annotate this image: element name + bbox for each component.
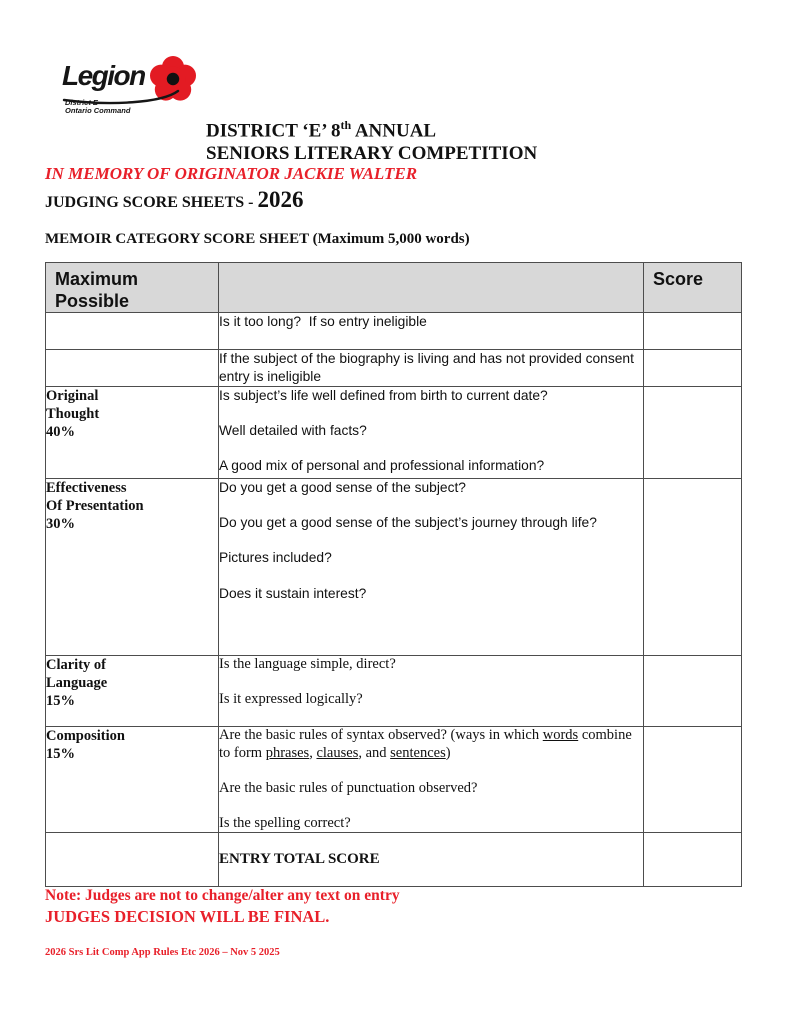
empty-header bbox=[219, 263, 644, 313]
logo-command-text: Ontario Command bbox=[65, 106, 131, 115]
ordinal-superscript: th bbox=[340, 118, 352, 132]
notes-block bbox=[45, 886, 400, 927]
judges-note: Note: Judges are not to change/alter any text on entry bbox=[45, 887, 400, 904]
title-line-2: SENIORS LITERARY COMPETITION bbox=[206, 143, 538, 165]
competition-title bbox=[206, 114, 537, 165]
criterion-label bbox=[46, 833, 219, 887]
table-row bbox=[46, 727, 742, 833]
questions-cell: Is it too long? If so entry ineligible bbox=[219, 313, 644, 350]
table-row bbox=[46, 479, 742, 656]
criterion-label: Clarity of Language 15% bbox=[46, 656, 219, 727]
score-cell bbox=[644, 387, 742, 479]
memorial-line: IN MEMORY OF ORIGINATOR JACKIE WALTER bbox=[45, 164, 418, 183]
table-row bbox=[46, 313, 742, 350]
table-header-row bbox=[46, 263, 742, 313]
questions-cell: Are the basic rules of syntax observed? (ways in which words combine to form phrases, clauses, and sentences) Are the basic rules of punctuation observed? Is the spelling correct? bbox=[219, 727, 644, 833]
questions-cell: If the subject of the biography is living and has not provided consent entry is ineligible bbox=[219, 350, 644, 387]
criterion-label: Composition 15% bbox=[46, 727, 219, 833]
final-decision-note: JUDGES DECISION WILL BE FINAL. bbox=[45, 907, 330, 926]
questions-cell: Is subject’s life well defined from birth to current date? Well detailed with facts? A good mix of personal and professional information? bbox=[219, 387, 644, 479]
score-cell bbox=[644, 833, 742, 887]
legion-logo bbox=[58, 56, 208, 122]
logo-district-text: District E bbox=[65, 98, 98, 107]
judging-year: 2026 bbox=[257, 187, 304, 212]
questions-cell: Do you get a good sense of the subject? Do you get a good sense of the subject’s journey through life? Pictures included? Does it sustain interest? bbox=[219, 479, 644, 656]
legion-logo-text: Legion bbox=[62, 60, 145, 91]
score-cell bbox=[644, 727, 742, 833]
poppy-center bbox=[167, 73, 179, 85]
max-possible-header: Maximum Possible bbox=[46, 263, 219, 313]
questions-cell: ENTRY TOTAL SCORE bbox=[219, 833, 644, 887]
criterion-label: Effectiveness Of Presentation 30% bbox=[46, 479, 219, 656]
table-row bbox=[46, 350, 742, 387]
table-row bbox=[46, 387, 742, 479]
category-title: MEMOIR CATEGORY SCORE SHEET (Maximum 5,000 words) bbox=[45, 231, 470, 247]
score-header: Score bbox=[644, 263, 742, 313]
criterion-label bbox=[46, 350, 219, 387]
judging-label: JUDGING SCORE SHEETS - bbox=[45, 194, 258, 211]
score-cell bbox=[644, 313, 742, 350]
questions-cell: Is the language simple, direct? Is it expressed logically? bbox=[219, 656, 644, 727]
criterion-label bbox=[46, 313, 219, 350]
table-row bbox=[46, 833, 742, 887]
score-cell bbox=[644, 479, 742, 656]
score-cell bbox=[644, 350, 742, 387]
criterion-label: Original Thought 40% bbox=[46, 387, 219, 479]
document-footer: 2026 Srs Lit Comp App Rules Etc 2026 – Nov 5 2025 bbox=[45, 947, 280, 958]
judging-title bbox=[45, 187, 304, 213]
score-cell bbox=[644, 656, 742, 727]
score-table bbox=[45, 262, 742, 887]
title-line-1: DISTRICT ‘E’ 8th ANNUAL bbox=[206, 118, 437, 142]
table-row bbox=[46, 656, 742, 727]
